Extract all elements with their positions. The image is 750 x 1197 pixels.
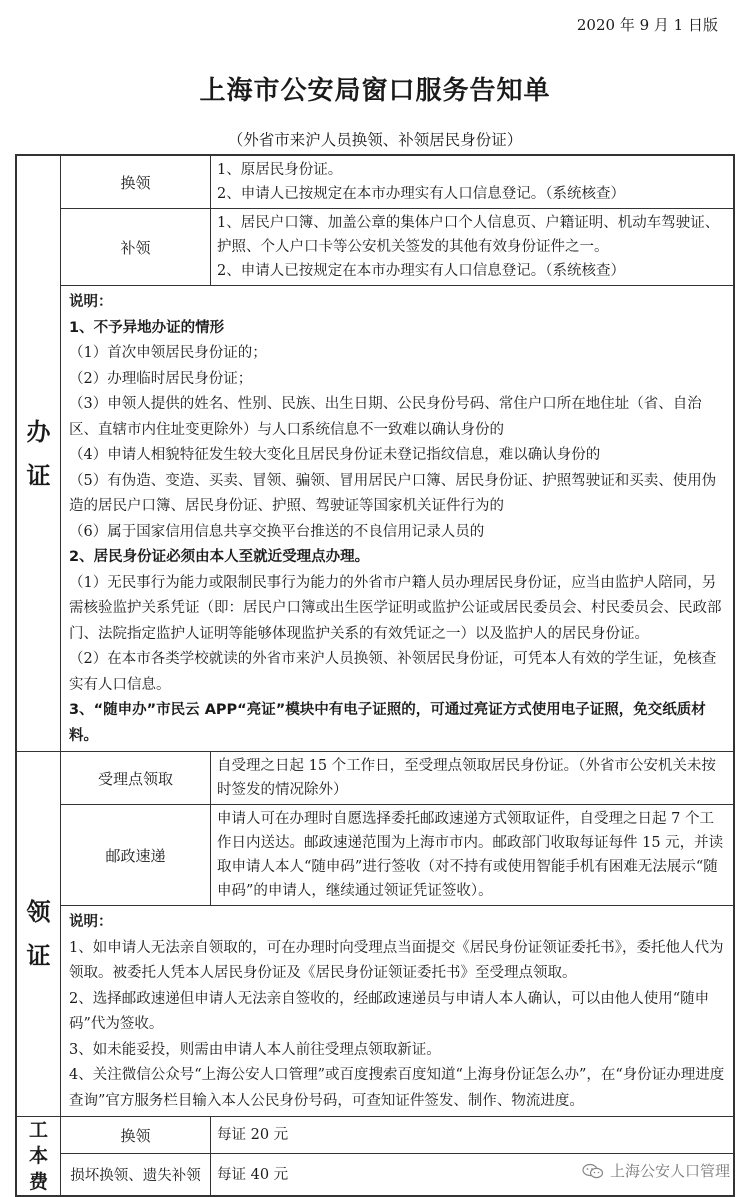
watermark bbox=[582, 1160, 730, 1181]
fee-value-renew: 每证 20 元 bbox=[211, 1117, 734, 1154]
note-item: （2）办理临时居民身份证； bbox=[69, 370, 253, 387]
note-item: （1）无民事行为能力或限制民事行为能力的外省市户籍人员办理居民身份证，应当由监护人陪同，另需核验监护关系凭证（即：居民户口簿或出生医学证明或监护公证或居民委员会、村民委员会、民政部门、法院指定监护人证明等能够体现监护关系的有效凭证之一）以及监护人的居民身份证。 bbox=[69, 574, 722, 642]
note-item: （2）在本市各类学校就读的外省市来沪人员换领、补领居民身份证，可凭本人有效的学生证，免核查实有人口信息。 bbox=[69, 651, 717, 693]
category-collect-char: 领 bbox=[26, 898, 51, 926]
note-item: 3、如未能妥投，则需由申请人本人前往受理点领取新证。 bbox=[69, 1041, 441, 1058]
row-label-renew: 换领 bbox=[61, 156, 211, 209]
category-collect-char: 证 bbox=[26, 942, 51, 970]
collect-line: 自受理之日起 15 个工作日，至受理点领取居民身份证。（外省市公安机关未按时签发的情况除外） bbox=[217, 758, 716, 798]
page-subtitle: （外省市来沪人员换领、补领居民身份证） bbox=[227, 131, 523, 149]
requirement-line: 2、申请人已按规定在本市办理实有人口信息登记。（系统核查） bbox=[217, 263, 625, 279]
category-fee-char: 工 bbox=[28, 1119, 48, 1141]
note-item: 2、选择邮政速递但申请人无法亲自签收的，经邮政速递员与申请人本人确认，可以由他人使用“随申码”代为签收。 bbox=[69, 990, 710, 1032]
fee-label-reissue: 损坏换领、遗失补领 bbox=[61, 1154, 211, 1196]
requirement-line: 1、原居民身份证。 bbox=[217, 162, 343, 178]
service-notice-table bbox=[15, 154, 735, 1197]
page-title: 上海市公安局窗口服务告知单 bbox=[199, 76, 551, 106]
row-label-pickup: 受理点领取 bbox=[61, 752, 211, 805]
fee-value-reissue: 每证 40 元 bbox=[211, 1154, 734, 1196]
row-label-postal: 邮政速递 bbox=[61, 805, 211, 906]
note-item: （1）首次申领居民身份证的； bbox=[69, 345, 267, 361]
note-item: 1、不予异地办证的情形 bbox=[69, 319, 225, 336]
row-value-postal bbox=[211, 805, 734, 906]
category-fee bbox=[17, 1117, 61, 1196]
wechat-icon bbox=[582, 1163, 604, 1179]
row-label-reissue: 补领 bbox=[61, 209, 211, 286]
fee-label-renew: 换领 bbox=[61, 1117, 211, 1154]
notes-heading: 说明： bbox=[69, 294, 113, 310]
watermark-text: 上海公安人口管理 bbox=[609, 1162, 730, 1180]
category-fee-char: 费 bbox=[28, 1171, 48, 1193]
collect-notes bbox=[61, 906, 734, 1117]
note-item: （4）申请人相貌特征发生较大变化且居民身份证未登记指纹信息，难以确认身份的 bbox=[69, 447, 601, 463]
apply-notes bbox=[61, 286, 734, 752]
note-item: 1、如申请人无法亲自领取的，可在办理时向受理点当面提交《居民身份证领证委托书》，委托他人代为领取。被委托人凭本人居民身份证及《居民身份证领证委托书》至受理点领取。 bbox=[69, 939, 724, 981]
category-apply bbox=[17, 156, 61, 752]
note-item: 2、居民身份证必须由本人至就近受理点办理。 bbox=[69, 549, 370, 565]
requirement-line: 1、居民户口簿、加盖公章的集体户口个人信息页、户籍证明、机动车驾驶证、护照、个人户口卡等公安机关签发的其他有效身份证件之一。 bbox=[217, 215, 720, 255]
category-apply-char: 证 bbox=[26, 461, 51, 490]
version-date: 2020 年 9 月 1 日版 bbox=[576, 16, 718, 34]
collect-line: 申请人可在办理时自愿选择委托邮政速递方式领取证件，自受理之日起 7 个工作日内送达。邮政速递范围为上海市市内。邮政部门收取每证每件 15 元，并读取申请人本人“随申码”进行签收（对不持有或使用智能手机有困难无法展示“随申码”的申请人，继续通过领证凭证签收）。 bbox=[217, 811, 724, 899]
note-item: 3、“随申办”市民云 APP“亮证”模块中有电子证照的，可通过亮证方式使用电子证照，免交纸质材料。 bbox=[69, 702, 706, 744]
category-fee-char: 本 bbox=[28, 1145, 48, 1167]
row-value-reissue bbox=[211, 209, 734, 286]
note-item: 4、关注微信公众号“上海公安人口管理”或百度搜索百度知道“上海身份证怎么办”，在“身份证办理进度查询”官方服务栏目输入本人公民身份号码，可查知证件签发、制作、物流进度。 bbox=[69, 1067, 725, 1109]
row-value-pickup bbox=[211, 752, 734, 805]
notes-heading: 说明： bbox=[69, 914, 113, 930]
row-value-renew bbox=[211, 156, 734, 209]
note-item: （6）属于国家信用信息共享交换平台推送的不良信用记录人员的 bbox=[69, 523, 485, 540]
category-apply-char: 办 bbox=[26, 417, 51, 446]
requirement-line: 2、申请人已按规定在本市办理实有人口信息登记。（系统核查） bbox=[217, 186, 625, 202]
note-item: （5）有伪造、变造、买卖、冒领、骗领、冒用居民户口簿、居民身份证、护照驾驶证和买卖、使用伪造的居民户口簿、居民身份证、护照、驾驶证等国家机关证件行为的 bbox=[69, 472, 717, 514]
note-item: （3）申领人提供的姓名、性别、民族、出生日期、公民身份号码、常住户口所在地住址（省、自治区、直辖市内住址变更除外）与人口系统信息不一致难以确认身份的 bbox=[69, 396, 702, 438]
category-collect bbox=[17, 752, 61, 1117]
